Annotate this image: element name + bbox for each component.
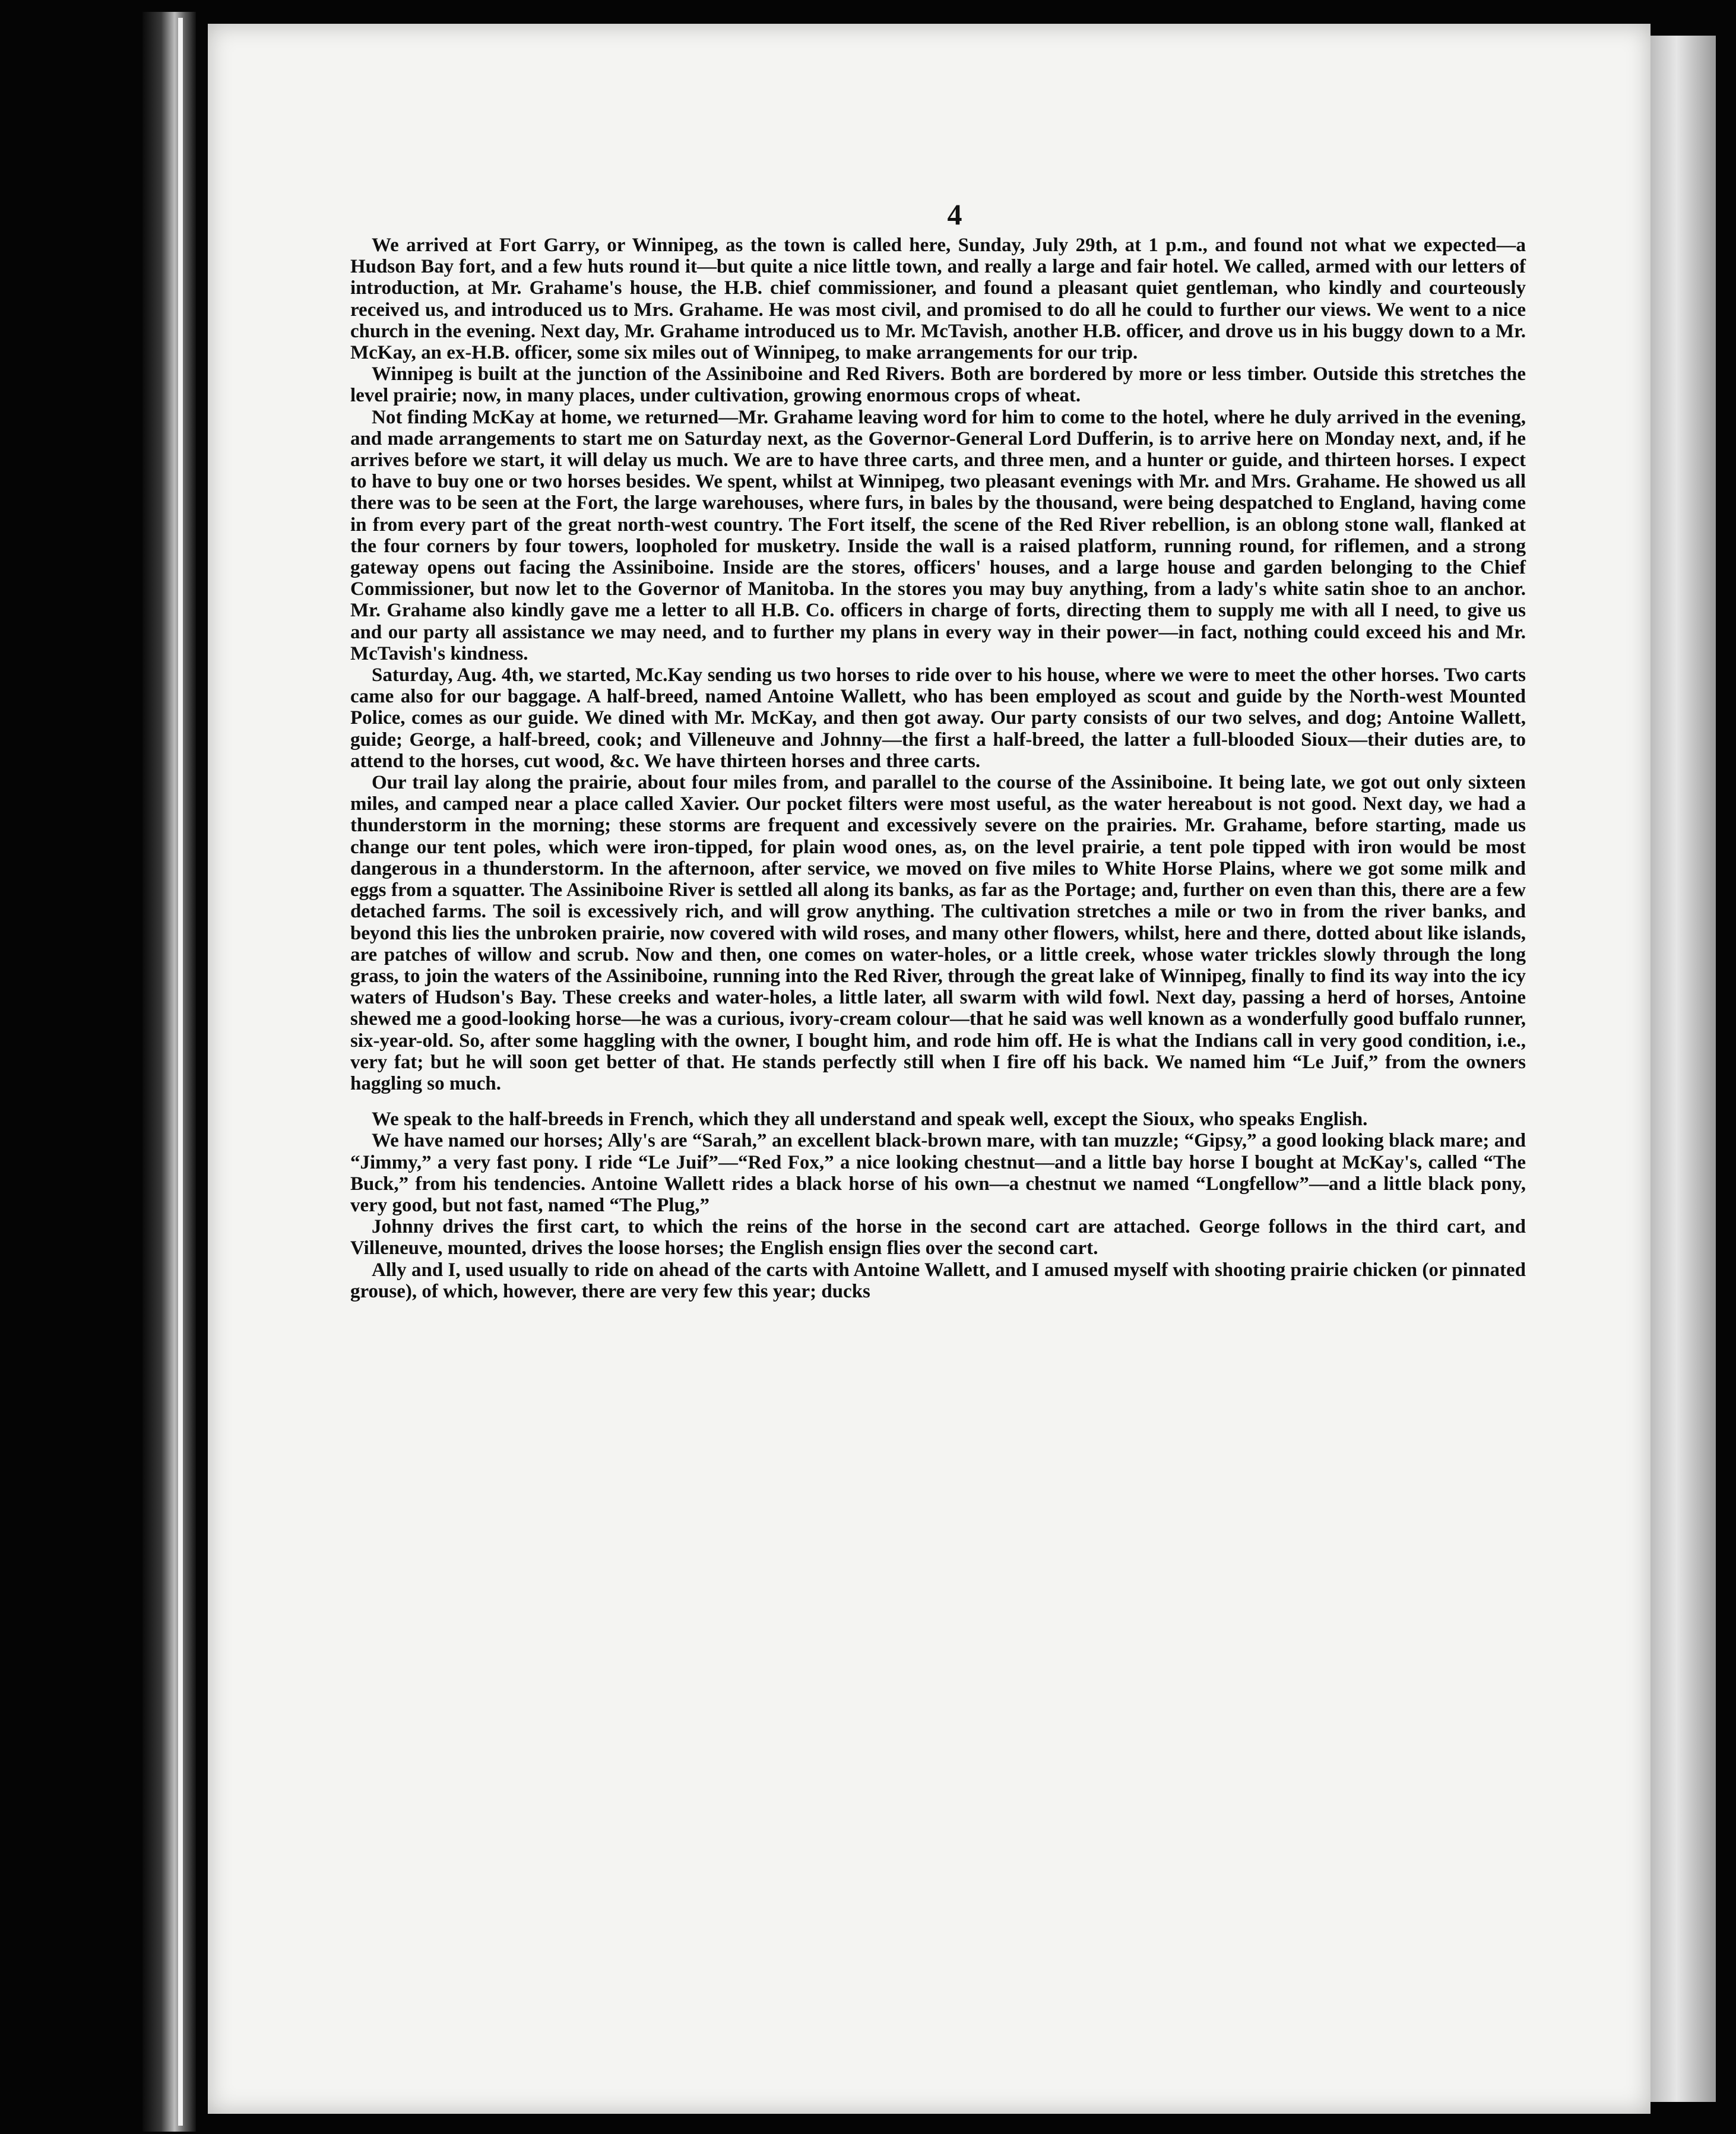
page-edge bbox=[1651, 36, 1716, 2102]
paragraph: Ally and I, used usually to ride on ahead of the carts with Antoine Wallett, and I amused myself with shooting prairie chicken (or pinnated grouse), of which, however, there are very few this year; ducks bbox=[350, 1259, 1526, 1302]
paragraph: We have named our horses; Ally's are “Sarah,” an excellent black-brown mare, with tan muzzle; “Gipsy,” a good looking black mare; and “Jimmy,” a very fast pony. I ride “Le Juif”—“Red Fox,” a nice looking chestnut—and a little bay horse I bought at McKay's, called “The Buck,” from his tendencies. Antoine Wallett rides a black horse of his own—a chestnut we named “Longfellow”—and a little black pony, very good, but not fast, named “The Plug,” bbox=[350, 1130, 1526, 1216]
paragraph: We arrived at Fort Garry, or Winnipeg, as the town is called here, Sunday, July 29th, at 1 p.m., and found not what we expected—a Hudson Bay fort, and a few huts round it—but quite a nice little town, and really a large and fair hotel. We called, armed with our letters of introduction, at Mr. Grahame's house, the H.B. chief commissioner, and found a pleasant quiet gentleman, who kindly and courteously received us, and introduced us to Mrs. Grahame. He was most civil, and promised to do all he could to further our views. We went to a nice church in the evening. Next day, Mr. Grahame introduced us to Mr. McTavish, another H.B. officer, and drove us in his buggy down to a Mr. McKay, an ex-H.B. officer, some six miles out of Winnipeg, to make arrangements for our trip. bbox=[350, 235, 1526, 364]
book-binding bbox=[142, 12, 196, 2132]
body-text bbox=[350, 235, 1526, 1302]
paragraph: Johnny drives the first cart, to which the reins of the horse in the second cart are attached. George follows in the third cart, and Villeneuve, mounted, drives the loose horses; the English ensign flies over the second cart. bbox=[350, 1216, 1526, 1259]
paragraph: Our trail lay along the prairie, about four miles from, and parallel to the course of the Assiniboine. It being late, we got out only sixteen miles, and camped near a place called Xavier. Our pocket filters were most useful, as the water hereabout is not good. Next day, we had a thunderstorm in the morning; these storms are frequent and excessively severe on the prairies. Mr. Grahame, before starting, made us change our tent poles, which were iron-tipped, for plain wood ones, as, on the level prairie, a tent pole tipped with iron would be most dangerous in a thunderstorm. In the afternoon, after service, we moved on five miles to White Horse Plains, where we got some milk and eggs from a squatter. The Assiniboine River is settled all along its banks, as far as the Portage; and, further on even than this, there are a few detached farms. The soil is excessively rich, and will grow anything. The cultivation stretches a mile or two in from the river banks, and beyond this lies the unbroken prairie, now covered with wild roses, and many other flowers, whilst, here and there, dotted about like islands, are patches of willow and scrub. Now and then, one comes on water-holes, or a little creek, whose water trickles slowly through the long grass, to join the waters of the Assiniboine, running into the Red River, through the great lake of Winnipeg, finally to find its way into the icy waters of Hudson's Bay. These creeks and water-holes, a little later, all swarm with wild fowl. Next day, passing a herd of horses, Antoine shewed me a good-looking horse—he was a curious, ivory-cream colour—that he said was well known as a wonderfully good buffalo runner, six-year-old. So, after some haggling with the owner, I bought him, and rode him off. He is what the Indians call in very good condition, i.e., very fat; but he will soon get better of that. He stands perfectly still when I fire off his back. We named him “Le Juif,” from the owners haggling so much. bbox=[350, 772, 1526, 1094]
binding-edge bbox=[178, 18, 183, 2126]
page-number: 4 bbox=[947, 198, 962, 231]
paragraph: Winnipeg is built at the junction of the Assiniboine and Red Rivers. Both are bordered by more or less timber. Outside this stretches the level prairie; now, in many places, under cultivation, growing enormous crops of wheat. bbox=[350, 363, 1526, 407]
paragraph: Saturday, Aug. 4th, we started, Mc.Kay sending us two horses to ride over to his house, where we were to meet the other horses. Two carts came also for our baggage. A half-breed, named Antoine Wallett, who has been employed as scout and guide by the North-west Mounted Police, comes as our guide. We dined with Mr. McKay, and then got away. Our party consists of our two selves, and dog; Antoine Wallett, guide; George, a half-breed, cook; and Villeneuve and Johnny—the first a half-breed, the latter a full-blooded Sioux—their duties are, to attend to the horses, cut wood, &c. We have thirteen horses and three carts. bbox=[350, 664, 1526, 772]
paragraph: We speak to the half-breeds in French, which they all understand and speak well, except the Sioux, who speaks English. bbox=[372, 1109, 1368, 1131]
paragraph: Not finding McKay at home, we returned—Mr. Grahame leaving word for him to come to the hotel, where he duly arrived in the evening, and made arrangements to start me on Saturday next, as the Governor-General Lord Dufferin, is to arrive here on Monday next, and, if he arrives before we start, it will delay us much. We are to have three carts, and three men, and a hunter or guide, and thirteen horses. I expect to have to buy one or two horses besides. We spent, whilst at Winnipeg, two pleasant evenings with Mr. and Mrs. Grahame. He showed us all there was to be seen at the Fort, the large warehouses, where furs, in bales by the thousand, were being despatched to England, having come in from every part of the great north-west country. The Fort itself, the scene of the Red River rebellion, is an oblong stone wall, flanked at the four corners by four towers, loopholed for musketry. Inside the wall is a raised platform, running round, for riflemen, and a strong gateway opens out facing the Assiniboine. Inside are the stores, officers' houses, and a large house and garden belonging to the Chief Commissioner, but now let to the Governor of Manitoba. In the stores you may buy anything, from a lady's white satin shoe to an anchor. Mr. Grahame also kindly gave me a letter to all H.B. Co. officers in charge of forts, directing them to supply me with all I need, to give us and our party all assistance we may need, and to further my plans in every way in their power—in fact, nothing could exceed his and Mr. McTavish's kindness. bbox=[350, 406, 1526, 664]
